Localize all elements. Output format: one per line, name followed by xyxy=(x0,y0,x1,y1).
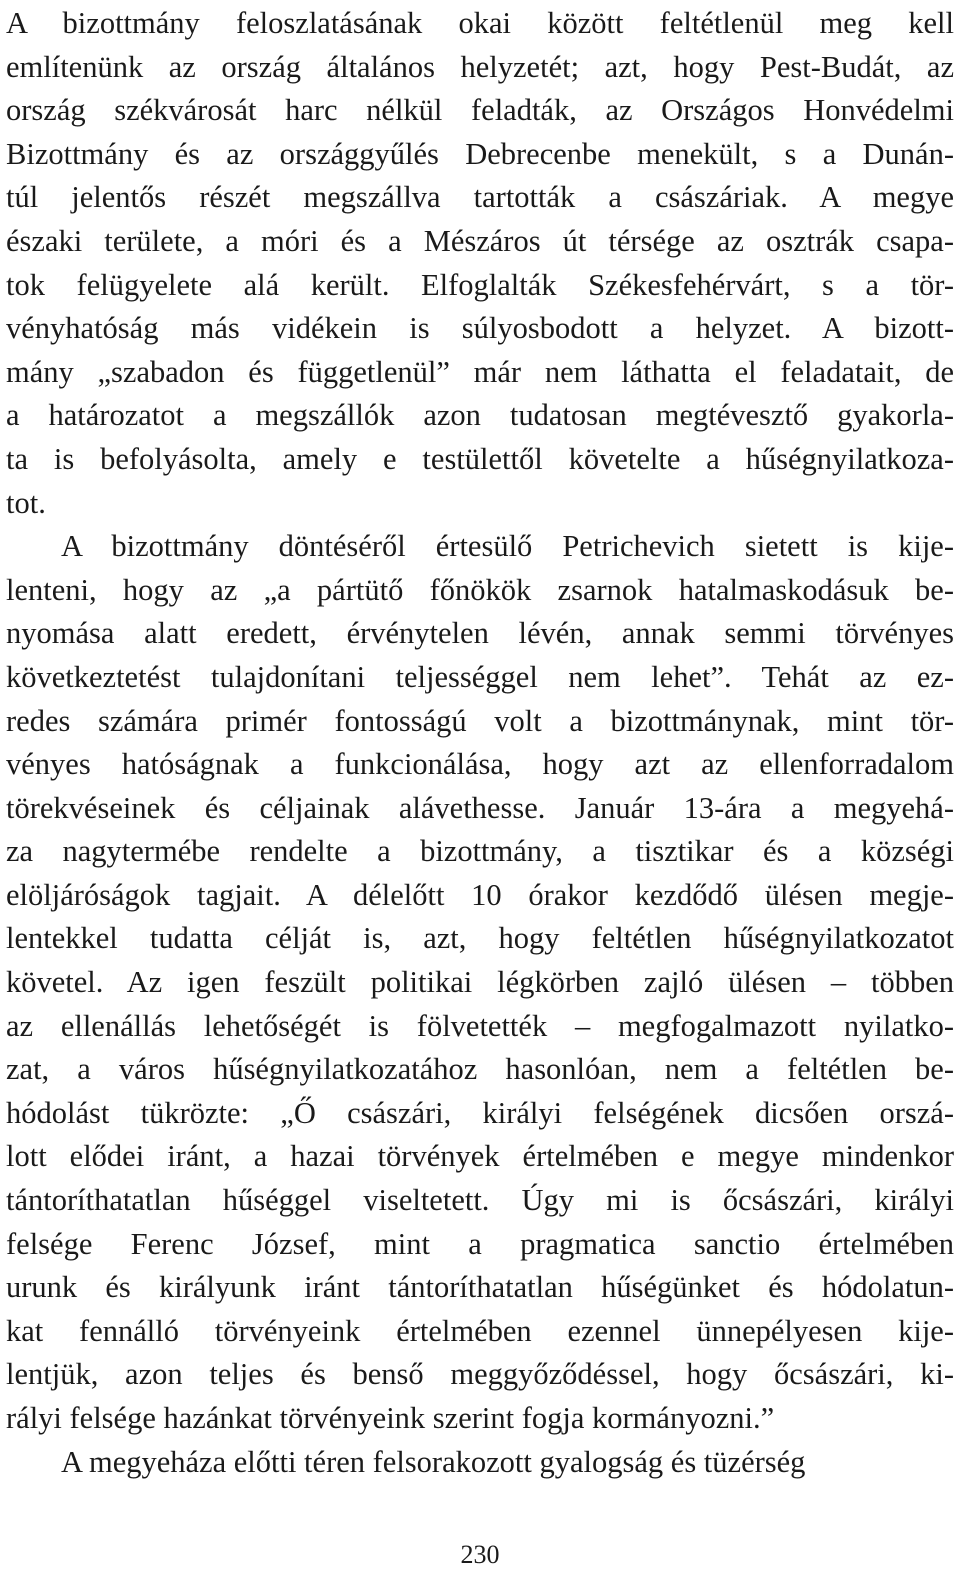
text-line: za nagytermébe rendelte a bizottmány, a tisztikar és a községi xyxy=(6,834,954,869)
paragraph xyxy=(6,2,954,525)
text-line: Bizottmány és az országgyűlés Debrecenbe menekült, s a Dunán- xyxy=(6,136,954,171)
text-line: törekvéseinek és céljainak alávethesse. Január 13-ára a megyehá- xyxy=(6,790,954,825)
text-line: tántoríthatatlan hűséggel viseltetett. Úgy mi is őcsászári, királyi xyxy=(6,1183,954,1218)
text-line: ta is befolyásolta, amely e testülettől követelte a hűségnyilatkoza- xyxy=(6,441,954,476)
body-text xyxy=(6,2,954,1484)
text-line: A megyeháza előtti téren felsorakozott gyalogság és tüzérség xyxy=(61,1444,806,1479)
text-line: lentjük, azon teljes és benső meggyőződéssel, hogy őcsászári, ki- xyxy=(6,1357,954,1392)
page-number: 230 xyxy=(460,1540,500,1569)
text-line: lenteni, hogy az „a pártütő főnökök zsarnok hatalmaskodásuk be- xyxy=(6,572,954,607)
text-line: tot. xyxy=(6,485,46,520)
text-line: túl jelentős részét megszállva tartották a császáriak. A megye xyxy=(6,180,954,215)
text-line: északi területe, a móri és a Mészáros út térsége az osztrák csapa- xyxy=(6,223,954,258)
text-line: lott elődei iránt, a hazai törvények értelmében e megye mindenkor xyxy=(6,1139,954,1174)
text-line: a határozatot a megszállók azon tudatosan megtévesztő gyakorla- xyxy=(6,398,954,433)
paragraph xyxy=(6,525,954,1440)
paragraph xyxy=(6,1441,954,1485)
text-line: az ellenállás lehetőségét is fölvetették – megfogalmazott nyilatko- xyxy=(6,1008,954,1043)
text-line: következtetést tulajdonítani teljességgel nem lehet”. Tehát az ez- xyxy=(6,659,954,694)
text-line: kat fennálló törvényeink értelmében ezennel ünnepélyesen kije- xyxy=(6,1313,954,1348)
text-line: mány „szabadon és függetlenül” már nem láthatta el feladatait, de xyxy=(6,354,954,389)
text-line: említenünk az ország általános helyzetét; azt, hogy Pest-Budát, az xyxy=(6,49,954,84)
text-line: urunk és királyunk iránt tántoríthatatlan hűségünket és hódolatun- xyxy=(6,1270,954,1305)
text-line: tok felügyelete alá került. Elfoglalták Székesfehérvárt, s a tör- xyxy=(6,267,954,302)
text-line: ország székvárosát harc nélkül feladták, az Országos Honvédelmi xyxy=(6,93,954,128)
text-line: követel. Az igen feszült politikai légkörben zajló ülésen – többen xyxy=(6,965,954,1000)
text-line: hódolást tükrözte: „Ő császári, királyi felségének dicsően orszá- xyxy=(6,1095,954,1130)
text-line: redes számára primér fontosságú volt a bizottmánynak, mint tör- xyxy=(6,703,954,738)
text-line: nyomása alatt eredett, érvénytelen lévén, annak semmi törvényes xyxy=(6,616,954,651)
text-line: lentekkel tudatta célját is, azt, hogy feltétlen hűségnyilatkozatot xyxy=(6,921,954,956)
text-line: elöljáróságok tagjait. A délelőtt 10 órakor kezdődő ülésen megje- xyxy=(6,877,954,912)
text-line: A bizottmány döntéséről értesülő Petrichevich sietett is kije- xyxy=(61,529,954,564)
text-line: vényes hatóságnak a funkcionálása, hogy azt az ellenforradalom xyxy=(6,747,954,782)
text-line: vényhatóság más vidékein is súlyosbodott a helyzet. A bizott- xyxy=(6,311,954,346)
text-line: rályi felsége hazánkat törvényeink szerint fogja kormányozni.” xyxy=(6,1401,775,1435)
text-line: felsége Ferenc József, mint a pragmatica sanctio értelmében xyxy=(6,1226,954,1261)
text-line: zat, a város hűségnyilatkozatához hasonlóan, nem a feltétlen be- xyxy=(6,1052,954,1087)
text-line: A bizottmány feloszlatásának okai között feltétlenül meg kell xyxy=(6,6,954,40)
